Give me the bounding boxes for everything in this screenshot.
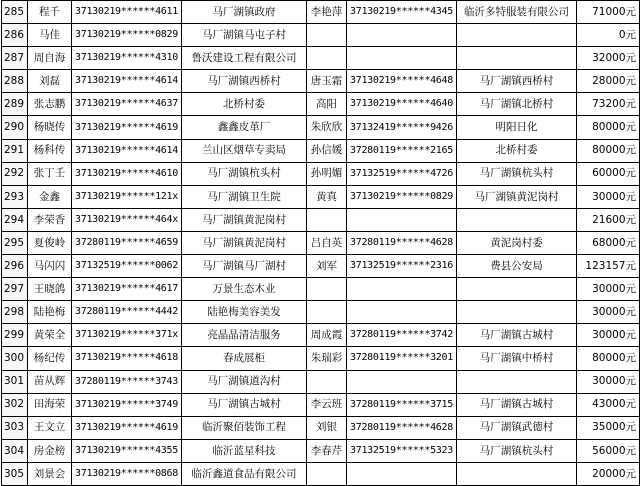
cell-amount: 80000元 — [577, 116, 640, 139]
cell-amount: 30000元 — [577, 185, 640, 208]
cell-spouse-id-number — [347, 462, 457, 485]
table-row — [2, 393, 640, 416]
cell-spouse-name: 黄真 — [307, 185, 347, 208]
table-row — [2, 70, 640, 93]
cell-spouse-workplace: 马厂湖镇武德村 — [457, 416, 577, 439]
cell-workplace: 临沂蓝星科技 — [182, 439, 307, 462]
cell-name: 马闪闪 — [28, 255, 72, 278]
cell-spouse-name: 刘银 — [307, 416, 347, 439]
table-row — [2, 347, 640, 370]
table-row — [2, 185, 640, 208]
cell-name: 周自海 — [28, 47, 72, 70]
cell-spouse-name: 朱瑞彩 — [307, 347, 347, 370]
cell-row-number: 288 — [2, 70, 28, 93]
cell-spouse-workplace — [457, 462, 577, 485]
cell-row-number: 286 — [2, 24, 28, 47]
cell-spouse-name — [307, 208, 347, 231]
cell-row-number: 293 — [2, 185, 28, 208]
cell-row-number: 291 — [2, 139, 28, 162]
cell-row-number: 304 — [2, 439, 28, 462]
cell-workplace: 马厂湖镇西桥村 — [182, 70, 307, 93]
cell-spouse-workplace — [457, 278, 577, 301]
cell-amount: 21600元 — [577, 208, 640, 231]
cell-amount: 0元 — [577, 24, 640, 47]
cell-amount: 30000元 — [577, 324, 640, 347]
cell-spouse-workplace: 北桥村委 — [457, 139, 577, 162]
table-row — [2, 1, 640, 24]
cell-workplace: 马厂湖镇马屯子村 — [182, 24, 307, 47]
cell-amount: 30000元 — [577, 301, 640, 324]
cell-row-number: 301 — [2, 370, 28, 393]
cell-workplace: 临沂鑫道食品有限公司 — [182, 462, 307, 485]
cell-workplace: 春成展柜 — [182, 347, 307, 370]
cell-spouse-name: 孙明媚 — [307, 162, 347, 185]
cell-name: 张丁壬 — [28, 162, 72, 185]
table-row — [2, 370, 640, 393]
cell-row-number: 298 — [2, 301, 28, 324]
cell-row-number: 289 — [2, 93, 28, 116]
cell-spouse-workplace — [457, 47, 577, 70]
cell-workplace: 马厂湖镇杭头村 — [182, 162, 307, 185]
table-row — [2, 278, 640, 301]
cell-spouse-name: 李艳萍 — [307, 1, 347, 24]
cell-id-number: 37130219******371x — [72, 324, 182, 347]
table-row — [2, 231, 640, 254]
cell-id-number: 37130219******4618 — [72, 347, 182, 370]
cell-amount: 30000元 — [577, 370, 640, 393]
cell-workplace: 兰山区烟草专卖局 — [182, 139, 307, 162]
cell-amount: 20000元 — [577, 462, 640, 485]
cell-name: 夏俊岭 — [28, 231, 72, 254]
cell-spouse-workplace: 马厂湖镇中桥村 — [457, 347, 577, 370]
cell-spouse-id-number: 37280119******2165 — [347, 139, 457, 162]
cell-spouse-name: 朱欣欣 — [307, 116, 347, 139]
cell-workplace: 马厂湖镇古城村 — [182, 393, 307, 416]
cell-row-number: 302 — [2, 393, 28, 416]
cell-name: 王晓鸽 — [28, 278, 72, 301]
cell-spouse-id-number — [347, 370, 457, 393]
cell-row-number: 303 — [2, 416, 28, 439]
cell-name: 陆艳梅 — [28, 301, 72, 324]
cell-spouse-workplace: 黄泥岗村委 — [457, 231, 577, 254]
cell-spouse-id-number: 37280119******3201 — [347, 347, 457, 370]
table-row — [2, 162, 640, 185]
table-row — [2, 24, 640, 47]
cell-spouse-name: 高阳 — [307, 93, 347, 116]
cell-spouse-workplace: 马厂湖镇西桥村 — [457, 70, 577, 93]
cell-id-number: 37130219******4619 — [72, 116, 182, 139]
cell-workplace: 马厂湖镇黄泥岗村 — [182, 208, 307, 231]
cell-spouse-id-number: 37280119******4628 — [347, 231, 457, 254]
cell-amount: 123157元 — [577, 255, 640, 278]
cell-spouse-id-number: 37130219******0829 — [347, 185, 457, 208]
cell-spouse-id-number: 37132419******9426 — [347, 116, 457, 139]
cell-spouse-id-number: 37280119******3742 — [347, 324, 457, 347]
cell-id-number: 37130219******3749 — [72, 393, 182, 416]
cell-amount: 28000元 — [577, 70, 640, 93]
cell-id-number: 37130219******0868 — [72, 462, 182, 485]
cell-row-number: 295 — [2, 231, 28, 254]
cell-spouse-id-number: 37130219******4648 — [347, 70, 457, 93]
cell-name: 李荣香 — [28, 208, 72, 231]
cell-amount: 43000元 — [577, 393, 640, 416]
cell-spouse-workplace: 马厂湖镇黄泥岗村 — [457, 185, 577, 208]
cell-id-number: 37130219******4614 — [72, 70, 182, 93]
cell-spouse-workplace — [457, 208, 577, 231]
cell-name: 杨纪传 — [28, 347, 72, 370]
cell-id-number: 37130219******4610 — [72, 162, 182, 185]
cell-id-number: 37130219******4619 — [72, 416, 182, 439]
cell-spouse-workplace: 马厂湖镇古城村 — [457, 324, 577, 347]
cell-spouse-workplace — [457, 301, 577, 324]
cell-id-number: 37130219******4617 — [72, 278, 182, 301]
cell-name: 金鑫 — [28, 185, 72, 208]
cell-spouse-id-number: 37130219******4640 — [347, 93, 457, 116]
table-row — [2, 116, 640, 139]
cell-workplace: 马厂湖镇黄泥岗村 — [182, 231, 307, 254]
cell-spouse-id-number: 37132519******2316 — [347, 255, 457, 278]
cell-spouse-id-number: 37132519******4726 — [347, 162, 457, 185]
cell-name: 苗从辉 — [28, 370, 72, 393]
cell-spouse-name — [307, 47, 347, 70]
cell-spouse-name — [307, 370, 347, 393]
cell-spouse-name: 李春芹 — [307, 439, 347, 462]
cell-amount: 60000元 — [577, 162, 640, 185]
cell-row-number: 292 — [2, 162, 28, 185]
cell-amount: 56000元 — [577, 439, 640, 462]
cell-amount: 35000元 — [577, 416, 640, 439]
cell-spouse-name — [307, 301, 347, 324]
table-row — [2, 208, 640, 231]
cell-row-number: 285 — [2, 1, 28, 24]
cell-workplace: 马厂湖镇道沟村 — [182, 370, 307, 393]
table-body — [2, 1, 640, 486]
cell-name: 房金榜 — [28, 439, 72, 462]
cell-workplace: 马厂湖镇政府 — [182, 1, 307, 24]
cell-id-number: 37132519******0062 — [72, 255, 182, 278]
cell-id-number: 37130219******464x — [72, 208, 182, 231]
record-table — [1, 0, 640, 486]
cell-spouse-id-number — [347, 278, 457, 301]
cell-spouse-id-number: 37280119******3715 — [347, 393, 457, 416]
cell-row-number: 299 — [2, 324, 28, 347]
cell-spouse-id-number — [347, 24, 457, 47]
cell-name: 刘磊 — [28, 70, 72, 93]
cell-row-number: 287 — [2, 47, 28, 70]
table-row — [2, 324, 640, 347]
cell-workplace: 临沂聚佰装饰工程 — [182, 416, 307, 439]
cell-spouse-id-number — [347, 208, 457, 231]
cell-spouse-name: 周成霞 — [307, 324, 347, 347]
cell-amount: 32000元 — [577, 47, 640, 70]
cell-workplace: 鑫鑫皮革厂 — [182, 116, 307, 139]
cell-name: 张志鹏 — [28, 93, 72, 116]
cell-id-number: 37130219******4614 — [72, 139, 182, 162]
table-row — [2, 301, 640, 324]
table-row — [2, 139, 640, 162]
cell-amount: 68000元 — [577, 231, 640, 254]
cell-name: 王文立 — [28, 416, 72, 439]
cell-workplace: 马厂湖镇马厂湖村 — [182, 255, 307, 278]
cell-spouse-id-number: 37132519******5323 — [347, 439, 457, 462]
cell-amount: 80000元 — [577, 139, 640, 162]
cell-spouse-name — [307, 24, 347, 47]
cell-spouse-name: 孙信媛 — [307, 139, 347, 162]
cell-id-number: 37130219******0829 — [72, 24, 182, 47]
cell-spouse-id-number: 37280119******4628 — [347, 416, 457, 439]
cell-workplace: 亮晶晶清洁服务 — [182, 324, 307, 347]
cell-spouse-workplace: 临沂多特服装有限公司 — [457, 1, 577, 24]
cell-id-number: 37280119******4659 — [72, 231, 182, 254]
cell-name: 程千 — [28, 1, 72, 24]
cell-spouse-id-number: 37130219******4345 — [347, 1, 457, 24]
cell-spouse-name — [307, 462, 347, 485]
cell-amount: 30000元 — [577, 278, 640, 301]
cell-spouse-workplace: 费县公安局 — [457, 255, 577, 278]
cell-id-number: 37130219******4611 — [72, 1, 182, 24]
cell-amount: 73200元 — [577, 93, 640, 116]
table-row — [2, 462, 640, 485]
table-row — [2, 439, 640, 462]
cell-name: 刘景会 — [28, 462, 72, 485]
cell-spouse-name — [307, 278, 347, 301]
cell-spouse-workplace: 马厂湖镇北桥村 — [457, 93, 577, 116]
cell-spouse-name: 李云班 — [307, 393, 347, 416]
cell-id-number: 37130219******121x — [72, 185, 182, 208]
cell-spouse-workplace — [457, 370, 577, 393]
cell-id-number: 37130219******4355 — [72, 439, 182, 462]
table-row — [2, 93, 640, 116]
cell-row-number: 294 — [2, 208, 28, 231]
cell-spouse-workplace: 马厂湖镇杭头村 — [457, 439, 577, 462]
table-row — [2, 416, 640, 439]
cell-spouse-name: 唐玉霜 — [307, 70, 347, 93]
cell-workplace: 陆艳梅美容美发 — [182, 301, 307, 324]
cell-name: 马佳 — [28, 24, 72, 47]
cell-id-number: 37280119******3743 — [72, 370, 182, 393]
cell-workplace: 北桥村委 — [182, 93, 307, 116]
cell-row-number: 296 — [2, 255, 28, 278]
cell-name: 杨晓传 — [28, 116, 72, 139]
cell-workplace: 万景生态木业 — [182, 278, 307, 301]
cell-id-number: 37280119******4442 — [72, 301, 182, 324]
cell-name: 黄荣全 — [28, 324, 72, 347]
cell-id-number: 37130219******4310 — [72, 47, 182, 70]
cell-spouse-workplace: 马厂湖镇古城村 — [457, 393, 577, 416]
cell-spouse-workplace: 明阳日化 — [457, 116, 577, 139]
cell-workplace: 鲁沃建设工程有限公司 — [182, 47, 307, 70]
cell-name: 田海荣 — [28, 393, 72, 416]
cell-name: 杨科传 — [28, 139, 72, 162]
cell-spouse-name: 刘军 — [307, 255, 347, 278]
cell-row-number: 290 — [2, 116, 28, 139]
cell-row-number: 297 — [2, 278, 28, 301]
cell-spouse-id-number — [347, 301, 457, 324]
cell-workplace: 马厂湖镇卫生院 — [182, 185, 307, 208]
cell-row-number: 300 — [2, 347, 28, 370]
table-row — [2, 255, 640, 278]
cell-spouse-workplace: 马厂湖镇杭头村 — [457, 162, 577, 185]
cell-spouse-workplace — [457, 24, 577, 47]
cell-amount: 71000元 — [577, 1, 640, 24]
cell-amount: 80000元 — [577, 347, 640, 370]
cell-spouse-name: 吕自英 — [307, 231, 347, 254]
cell-row-number: 305 — [2, 462, 28, 485]
cell-spouse-id-number — [347, 47, 457, 70]
cell-id-number: 37130219******4637 — [72, 93, 182, 116]
table-row — [2, 47, 640, 70]
